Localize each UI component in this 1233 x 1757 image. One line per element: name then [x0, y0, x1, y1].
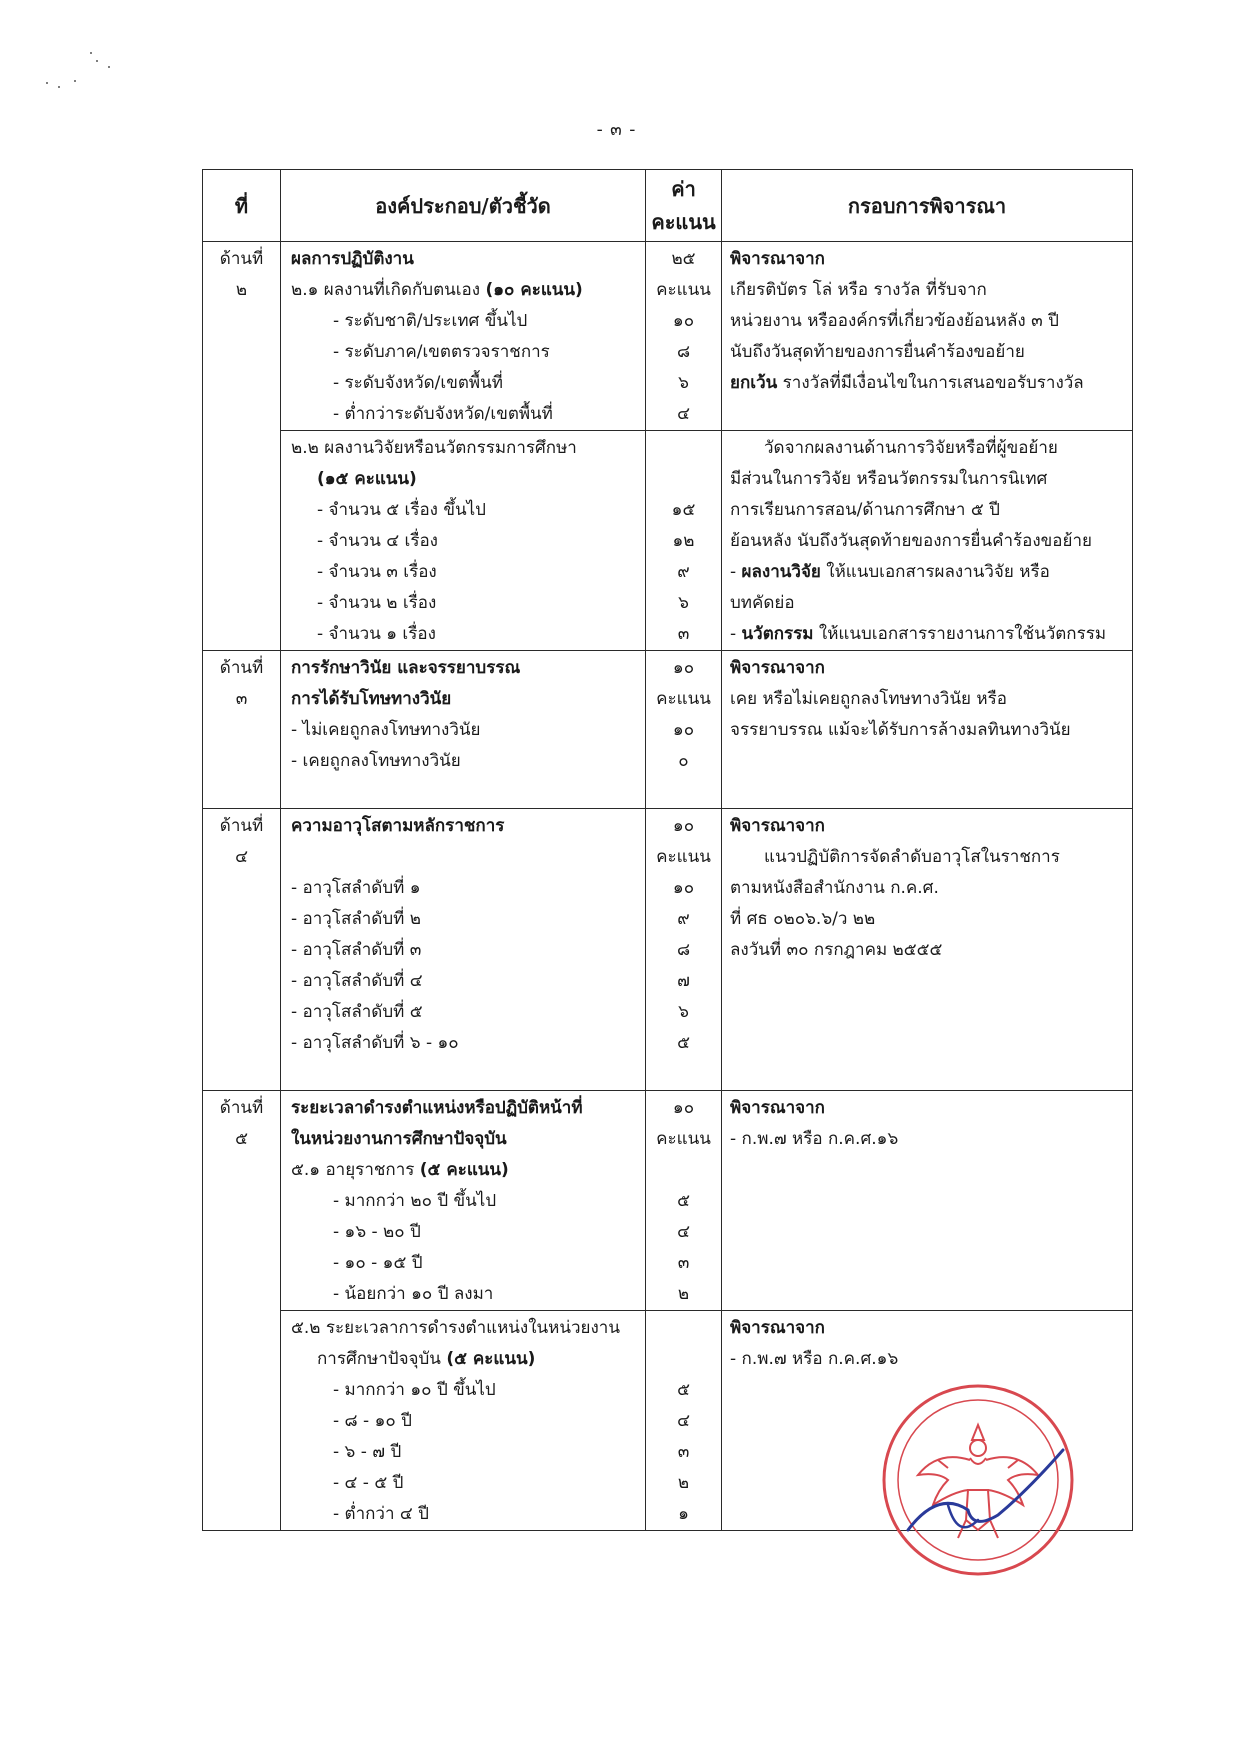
score-cell [646, 431, 722, 651]
score-cell [646, 1091, 722, 1311]
score-value: ๖ [678, 1002, 689, 1022]
criteria-line: ตามหนังสือสำนักงาน ก.ค.ศ. [730, 878, 939, 898]
score-value: ๑๐ [672, 1098, 695, 1118]
table-row [203, 431, 1133, 651]
score-cell [646, 242, 722, 431]
indicator-line: - จำนวน ๒ เรื่อง [317, 593, 437, 613]
table-row [203, 242, 1133, 431]
score-cell [646, 809, 722, 1091]
indicator-line: การรักษาวินัย และจรรยาบรรณ [291, 658, 521, 678]
criteria-line: พิจารณาจาก [730, 249, 825, 269]
emphasis-text: นวัตกรรม [741, 624, 814, 644]
score-value: ๘ [676, 342, 691, 362]
indicator-line: - ระดับภาค/เขตตรวจราชการ [333, 342, 550, 362]
indicator-line: - อาวุโสลำดับที่ ๒ [291, 909, 421, 929]
indicator-line: - อาวุโสลำดับที่ ๔ [291, 971, 423, 991]
scan-specks [38, 52, 138, 102]
score-value [646, 1059, 721, 1090]
page-number: - ๓ - [596, 120, 637, 140]
score-cell [646, 651, 722, 809]
indicator-line: ระยะเวลาดำรงตำแหน่งหรือปฏิบัติหน้าที่ [291, 1098, 583, 1118]
indicator-line: ๒.๒ ผลงานวิจัยหรือนวัตกรรมการศึกษา [291, 438, 577, 458]
criteria-line: จรรยาบรรณ แม้จะได้รับการล้างมลทินทางวินัย [730, 720, 1071, 740]
header-score [646, 170, 722, 242]
indicator-cell [281, 651, 646, 809]
indicator-line: - เคยถูกลงโทษทางวินัย [291, 751, 461, 771]
score-value: ๒๕ [671, 249, 696, 269]
criteria-line: ย้อนหลัง นับถึงวันสุดท้ายของการยื่นคำร้องขอย้าย [730, 531, 1092, 551]
score-value: ๑๐ [672, 311, 695, 331]
score-value: ๙ [677, 909, 690, 929]
criteria-line: - นวัตกรรม ให้แนบเอกสารรายงานการใช้นวัตกรรม [730, 624, 1107, 644]
indicator-line [291, 1059, 645, 1090]
score-value: ๑๒ [672, 531, 695, 551]
score-value: ๐ [678, 751, 689, 771]
indicator-line: - ต่ำกว่า ๔ ปี [333, 1504, 429, 1524]
score-value: ๕ [677, 1191, 690, 1211]
criteria-cell [722, 431, 1133, 651]
table-row [203, 651, 1133, 809]
indicator-line: ความอาวุโสตามหลักราชการ [291, 816, 505, 836]
indicator-line: - อาวุโสลำดับที่ ๖ - ๑๐ [291, 1033, 459, 1053]
criteria-line: ลงวันที่ ๓๐ กรกฎาคม ๒๕๕๕ [730, 940, 943, 960]
criteria-line: พิจารณาจาก [730, 658, 825, 678]
score-value: ๒ [677, 1284, 690, 1304]
indicator-line [291, 842, 645, 873]
criteria-table [202, 169, 1133, 1531]
score-value: ๘ [676, 940, 691, 960]
criteria-cell [722, 809, 1133, 1091]
indicator-line: - อาวุโสลำดับที่ ๓ [291, 940, 422, 960]
score-value [646, 433, 721, 464]
side-label: ด้านที่ [219, 249, 264, 269]
points-emphasis: (๕ คะแนน) [446, 1349, 536, 1369]
indicator-line: ๒.๑ ผลงานที่เกิดกับตนเอง (๑๐ คะแนน) [291, 280, 583, 300]
indicator-cell [281, 242, 646, 431]
side-label: ด้านที่ [219, 658, 264, 678]
indicator-line [291, 777, 645, 808]
indicator-line: - มากกว่า ๒๐ ปี ขึ้นไป [333, 1191, 497, 1211]
points-emphasis: (๕ คะแนน) [419, 1160, 509, 1180]
score-value: ๒ [677, 1473, 690, 1493]
indicator-line: การศึกษาปัจจุบัน (๕ คะแนน) [317, 1349, 536, 1369]
criteria-line: หน่วยงาน หรือองค์กรที่เกี่ยวข้องย้อนหลัง ๓ ปี [730, 311, 1059, 331]
side-label: ด้านที่ [219, 1098, 264, 1118]
score-cell [646, 1311, 722, 1531]
emphasis-text: ผลงานวิจัย [741, 562, 821, 582]
criteria-line: เกียรติบัตร โล่ หรือ รางวัล ที่รับจาก [730, 280, 987, 300]
indicator-line: - ต่ำกว่าระดับจังหวัด/เขตพื้นที่ [333, 404, 553, 424]
score-value: ๕ [677, 1380, 690, 1400]
score-value: ๑๐ [672, 720, 695, 740]
header-indicator: องค์ประกอบ/ตัวชี้วัด [281, 170, 646, 242]
score-value: ๑๕ [671, 500, 696, 520]
score-value: ๓ [677, 1253, 690, 1273]
score-value: คะแนน [656, 689, 711, 709]
criteria-line: - ผลงานวิจัย ให้แนบเอกสารผลงานวิจัย หรือ [730, 562, 1050, 582]
criteria-line: ที่ ศธ ๐๒๐๖.๖/ว ๒๒ [730, 909, 876, 929]
score-value: ๕ [677, 1033, 690, 1053]
table-header-row [203, 170, 1133, 242]
criteria-line: - ก.พ.๗ หรือ ก.ค.ศ.๑๖ [730, 1129, 899, 1149]
indicator-line: - ไม่เคยถูกลงโทษทางวินัย [291, 720, 481, 740]
criteria-line: การเรียนการสอน/ด้านการศึกษา ๕ ปี [730, 500, 1000, 520]
table-row [203, 809, 1133, 1091]
header-side: ที่ [203, 170, 281, 242]
indicator-line: - อาวุโสลำดับที่ ๕ [291, 1002, 423, 1022]
score-value [646, 464, 721, 495]
indicator-line: ๕.๒ ระยะเวลาการดำรงตำแหน่งในหน่วยงาน [291, 1318, 620, 1338]
side-cell [203, 1091, 281, 1531]
score-value: คะแนน [656, 1129, 711, 1149]
indicator-line: ในหน่วยงานการศึกษาปัจจุบัน [291, 1129, 507, 1149]
score-value: ๑๐ [672, 878, 695, 898]
indicator-line: ผลการปฏิบัติงาน [291, 249, 414, 269]
score-value: ๖ [678, 593, 689, 613]
score-value: ๑๐ [672, 816, 695, 836]
score-value [646, 1155, 721, 1186]
indicator-line: - ๘ - ๑๐ ปี [333, 1411, 412, 1431]
header-score-line2: คะแนน [651, 209, 716, 234]
indicator-line: ๕.๑ อายุราชการ (๕ คะแนน) [291, 1160, 509, 1180]
criteria-line: ยกเว้น รางวัลที่มีเงื่อนไขในการเสนอขอรับรางวัล [730, 373, 1084, 393]
criteria-line: พิจารณาจาก [730, 1098, 825, 1118]
side-label: ๕ [235, 1129, 248, 1149]
score-value: ๓ [677, 1442, 690, 1462]
score-value: ๙ [677, 562, 690, 582]
header-score-line1: ค่า [671, 176, 696, 201]
criteria-cell [722, 1091, 1133, 1311]
emphasis-text: ยกเว้น [730, 373, 778, 393]
score-value: ๑๐ [672, 658, 695, 678]
indicator-line: การได้รับโทษทางวินัย [291, 689, 452, 709]
indicator-line: - มากกว่า ๑๐ ปี ขึ้นไป [333, 1380, 496, 1400]
indicator-line: - ระดับชาติ/ประเทศ ขึ้นไป [333, 311, 528, 331]
indicator-line: - จำนวน ๕ เรื่อง ขึ้นไป [317, 500, 486, 520]
score-value: ๔ [677, 1411, 690, 1431]
score-value: ๔ [677, 1222, 690, 1242]
criteria-line: บทคัดย่อ [730, 593, 795, 613]
indicator-line: - อาวุโสลำดับที่ ๑ [291, 878, 421, 898]
criteria-line: พิจารณาจาก [730, 1318, 825, 1338]
score-value: ๑ [678, 1504, 689, 1524]
criteria-line: แนวปฏิบัติการจัดลำดับอาวุโสในราชการ [764, 847, 1060, 867]
indicator-line: - จำนวน ๑ เรื่อง [317, 624, 436, 644]
score-value: ๗ [677, 971, 690, 991]
score-value: คะแนน [656, 280, 711, 300]
indicator-cell [281, 1091, 646, 1311]
indicator-line: - ๑๐ - ๑๕ ปี [333, 1253, 423, 1273]
side-label: ๔ [235, 847, 248, 867]
indicator-cell [281, 1311, 646, 1531]
indicator-cell [281, 809, 646, 1091]
indicator-line [291, 464, 645, 495]
side-label: ๓ [235, 689, 248, 709]
score-value: ๔ [677, 404, 690, 424]
side-cell [203, 242, 281, 651]
criteria-line: - ก.พ.๗ หรือ ก.ค.ศ.๑๖ [730, 1349, 899, 1369]
criteria-cell [722, 651, 1133, 809]
side-cell [203, 809, 281, 1091]
score-value: ๖ [678, 373, 689, 393]
points-emphasis: (๑๕ คะแนน) [317, 469, 417, 489]
criteria-line: มีส่วนในการวิจัย หรือนวัตกรรมในการนิเทศ [730, 469, 1048, 489]
score-value [646, 777, 721, 808]
score-value: คะแนน [656, 847, 711, 867]
criteria-line: นับถึงวันสุดท้ายของการยื่นคำร้องขอย้าย [730, 342, 1025, 362]
score-value [646, 1313, 721, 1344]
header-criteria: กรอบการพิจารณา [722, 170, 1133, 242]
indicator-line: - จำนวน ๔ เรื่อง [317, 531, 438, 551]
side-label: ด้านที่ [219, 816, 264, 836]
side-cell [203, 651, 281, 809]
criteria-line: เคย หรือไม่เคยถูกลงโทษทางวินัย หรือ [730, 689, 1007, 709]
indicator-line: - ๑๖ - ๒๐ ปี [333, 1222, 421, 1242]
score-value: ๓ [677, 624, 690, 644]
points-emphasis: (๑๐ คะแนน) [485, 280, 583, 300]
indicator-line: - ๔ - ๕ ปี [333, 1473, 404, 1493]
table-row [203, 1091, 1133, 1311]
score-value [646, 1344, 721, 1375]
garuda-seal-icon [878, 1380, 1078, 1580]
side-label: ๒ [235, 280, 248, 300]
indicator-cell [281, 431, 646, 651]
indicator-line: - น้อยกว่า ๑๐ ปี ลงมา [333, 1284, 494, 1304]
criteria-cell [722, 242, 1133, 431]
criteria-line: พิจารณาจาก [730, 816, 825, 836]
indicator-line: - จำนวน ๓ เรื่อง [317, 562, 437, 582]
indicator-line: - ระดับจังหวัด/เขตพื้นที่ [333, 373, 503, 393]
indicator-line: - ๖ - ๗ ปี [333, 1442, 402, 1462]
criteria-line: วัดจากผลงานด้านการวิจัยหรือที่ผู้ขอย้าย [764, 438, 1058, 458]
